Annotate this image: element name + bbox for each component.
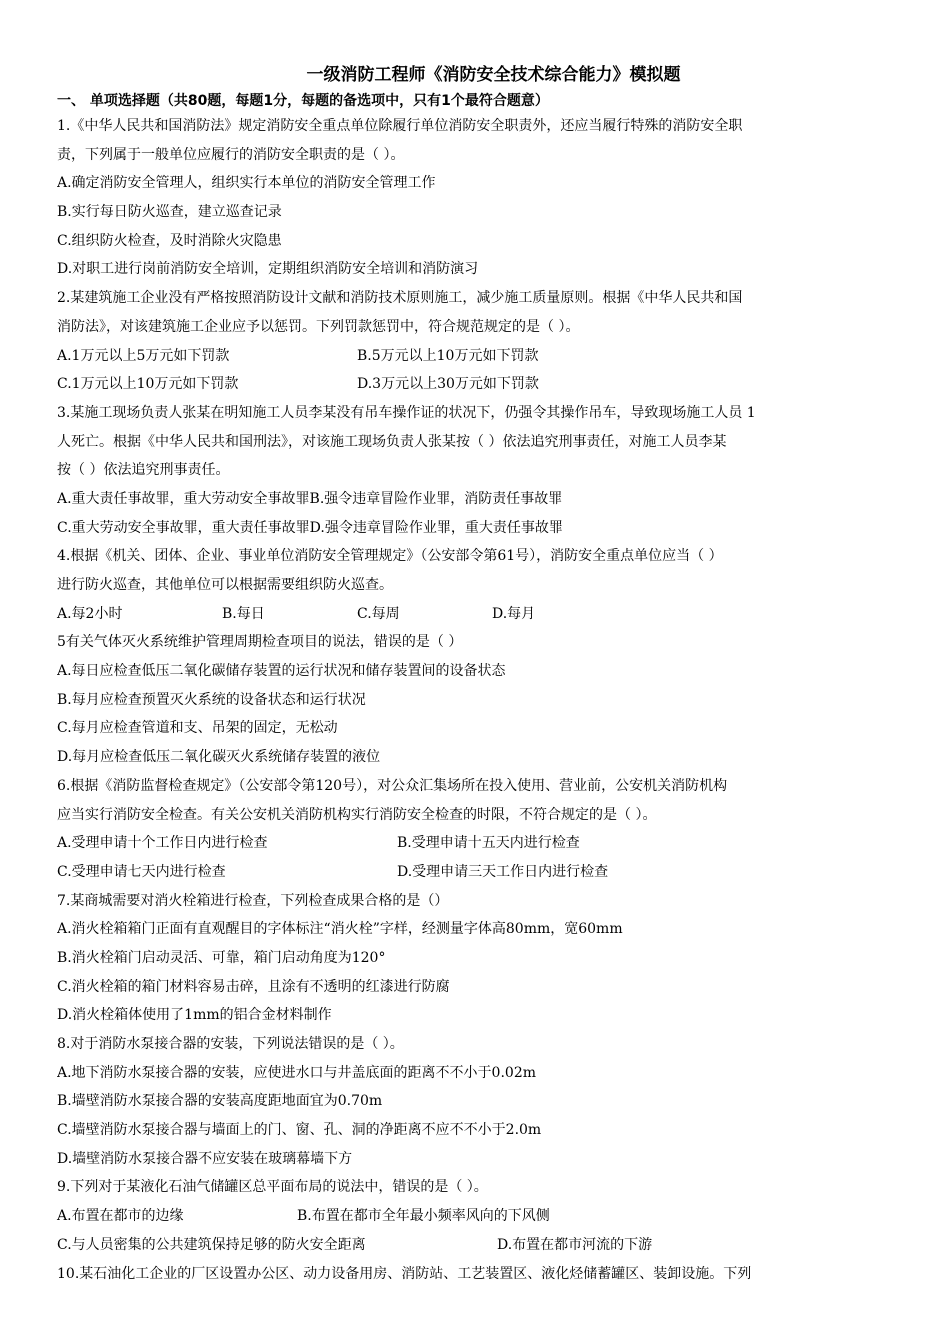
question-stem: 4.根据《机关、团体、企业、事业单位消防安全管理规定》（公安部令第61号），消防安全重点单位应当（ ）	[57, 548, 723, 565]
option-a: A.每2小时	[57, 605, 123, 622]
question-stem: 9.下列对于某液化石油气储罐区总平面布局的说法中，错误的是（ ）。	[57, 1179, 488, 1196]
option-b: B.每日	[222, 605, 265, 622]
option-a: A.受理申请十个工作日内进行检查	[57, 835, 268, 852]
question-stem: 6.根据《消防监督检查规定》（公安部令第120号），对公众汇集场所在投入使用、营业前，公安机关消防机构	[57, 777, 728, 794]
option-d: D.每月	[492, 605, 536, 622]
option-d: D.消火栓箱体使用了1mm的铝合金材料制作	[57, 1007, 332, 1024]
option-b: B.5万元以上10万元如下罚款	[357, 347, 539, 364]
question-4	[57, 542, 910, 628]
section-heading: 一、 单项选择题（共80题，每题1分，每题的备选项中，只有1个最符合题意）	[57, 93, 549, 109]
question-5	[57, 628, 910, 771]
option-a: A.每日应检查低压二氧化碳储存装置的运行状况和储存装置间的设备状态	[57, 663, 506, 680]
option-d: D.布置在都市河流的下游	[497, 1236, 653, 1253]
option-row	[57, 600, 910, 629]
option-row	[57, 1202, 910, 1231]
option-row	[57, 342, 910, 371]
question-8	[57, 1030, 910, 1173]
option-c: C.每月应检查管道和支、吊架的固定，无松动	[57, 720, 338, 737]
option-d: D.墙壁消防水泵接合器不应安装在玻璃幕墙下方	[57, 1150, 353, 1167]
option-c: C.墙壁消防水泵接合器与墙面上的门、窗、孔、洞的净距离不应不不小于2.0m	[57, 1122, 542, 1139]
question-stem: 人死亡。根据《中华人民共和国刑法》，对该施工现场负责人张某按（ ）依法追究刑事责任，对施工人员李某	[57, 433, 727, 450]
option-d: D.每月应检查低压二氧化碳灭火系统储存装置的液位	[57, 749, 381, 766]
option-c-d: C.重大劳动安全事故罪，重大责任事故罪D.强令违章冒险作业罪，重大责任事故罪	[57, 519, 563, 536]
option-d: D.对职工进行岗前消防安全培训，定期组织消防安全培训和消防演习	[57, 261, 479, 278]
option-d: D.受理申请三天工作日内进行检查	[397, 863, 609, 880]
option-a: A.地下消防水泵接合器的安装，应使进水口与井盖底面的距离不不小于0.02m	[57, 1064, 537, 1081]
option-b: B.实行每日防火巡查，建立巡查记录	[57, 204, 282, 221]
option-c: C.受理申请七天内进行检查	[57, 863, 226, 880]
question-6	[57, 772, 910, 887]
option-row	[57, 829, 910, 858]
option-a: A.消火栓箱箱门正面有直观醒目的字体标注“消火栓”字样，经测量字体高80mm，宽60mm	[57, 921, 623, 938]
option-c: C.组织防火检查，及时消除火灾隐患	[57, 232, 282, 249]
option-b: B.布置在都市全年最小频率风向的下风侧	[297, 1208, 550, 1225]
page-title: 一级消防工程师《消防安全技术综合能力》模拟题	[306, 65, 681, 85]
question-stem: 进行防火巡查，其他单位可以根据需要组织防火巡查。	[57, 577, 393, 593]
question-stem: 7.某商城需要对消火栓箱进行检查，下列检查成果合格的是（）	[57, 892, 449, 909]
question-3	[57, 399, 910, 542]
question-2	[57, 284, 910, 399]
option-d: D.3万元以上30万元如下罚款	[357, 376, 539, 393]
question-stem: 10.某石油化工企业的厂区设置办公区、动力设备用房、消防站、工艺装置区、液化烃储蓄罐区、装卸设施。下列	[57, 1265, 752, 1282]
option-row	[57, 370, 910, 399]
question-stem: 应当实行消防安全检查。有关公安机关消防机构实行消防安全检查的时限，不符合规定的是（ ）。	[57, 806, 657, 823]
option-row	[57, 1231, 910, 1260]
question-stem: 1.《中华人民共和国消防法》规定消防安全重点单位除履行单位消防安全职责外，还应当履行特殊的消防安全职	[57, 118, 743, 134]
option-a: A.1万元以上5万元如下罚款	[57, 347, 230, 364]
question-stem: 消防法》，对该建筑施工企业应予以惩罚。下列罚款惩罚中，符合规范规定的是（ ）。	[57, 318, 580, 335]
question-7	[57, 887, 910, 1030]
option-b: B.墙壁消防水泵接合器的安装高度距地面宜为0.70m	[57, 1093, 383, 1110]
option-a-b: A.重大责任事故罪，重大劳动安全事故罪B.强令违章冒险作业罪，消防责任事故罪	[57, 490, 563, 507]
question-stem: 3.某施工现场负责人张某在明知施工人员李某没有吊车操作证的状况下，仍强令其操作吊车，导致现场施工人员 1	[57, 404, 756, 421]
question-stem: 按（ ）依法追究刑事责任。	[57, 462, 230, 479]
option-c: C.与人员密集的公共建筑保持足够的防火安全距离	[57, 1236, 366, 1253]
option-b: B.受理申请十五天内进行检查	[397, 835, 580, 852]
option-a: A.确定消防安全管理人，组织实行本单位的消防安全管理工作	[57, 175, 436, 192]
option-c: C.1万元以上10万元如下罚款	[57, 376, 239, 393]
question-stem: 2.某建筑施工企业没有严格按照消防设计文献和消防技术原则施工，减少施工质量原则。根据《中华人民共和国	[57, 290, 743, 307]
option-c: C.每周	[357, 605, 400, 622]
question-stem: 5有关气体灭火系统维护管理周期检查项目的说法，错误的是（ ）	[57, 634, 463, 651]
option-c: C.消火栓箱的箱门材料容易击碎，且涂有不透明的红漆进行防腐	[57, 978, 450, 995]
question-stem: 责，下列属于一般单位应履行的消防安全职责的是（ ）。	[57, 146, 405, 163]
question-1	[57, 112, 910, 284]
option-row	[57, 858, 910, 887]
option-b: B.每月应检查预置灭火系统的设备状态和运行状况	[57, 691, 366, 708]
option-b: B.消火栓箱门启动灵活、可靠，箱门启动角度为120°	[57, 949, 386, 966]
question-stem: 8.对于消防水泵接合器的安装，下列说法错误的是（ ）。	[57, 1036, 404, 1052]
question-9	[57, 1173, 910, 1259]
question-10	[57, 1260, 910, 1289]
option-a: A.布置在都市的边缘	[57, 1208, 184, 1225]
